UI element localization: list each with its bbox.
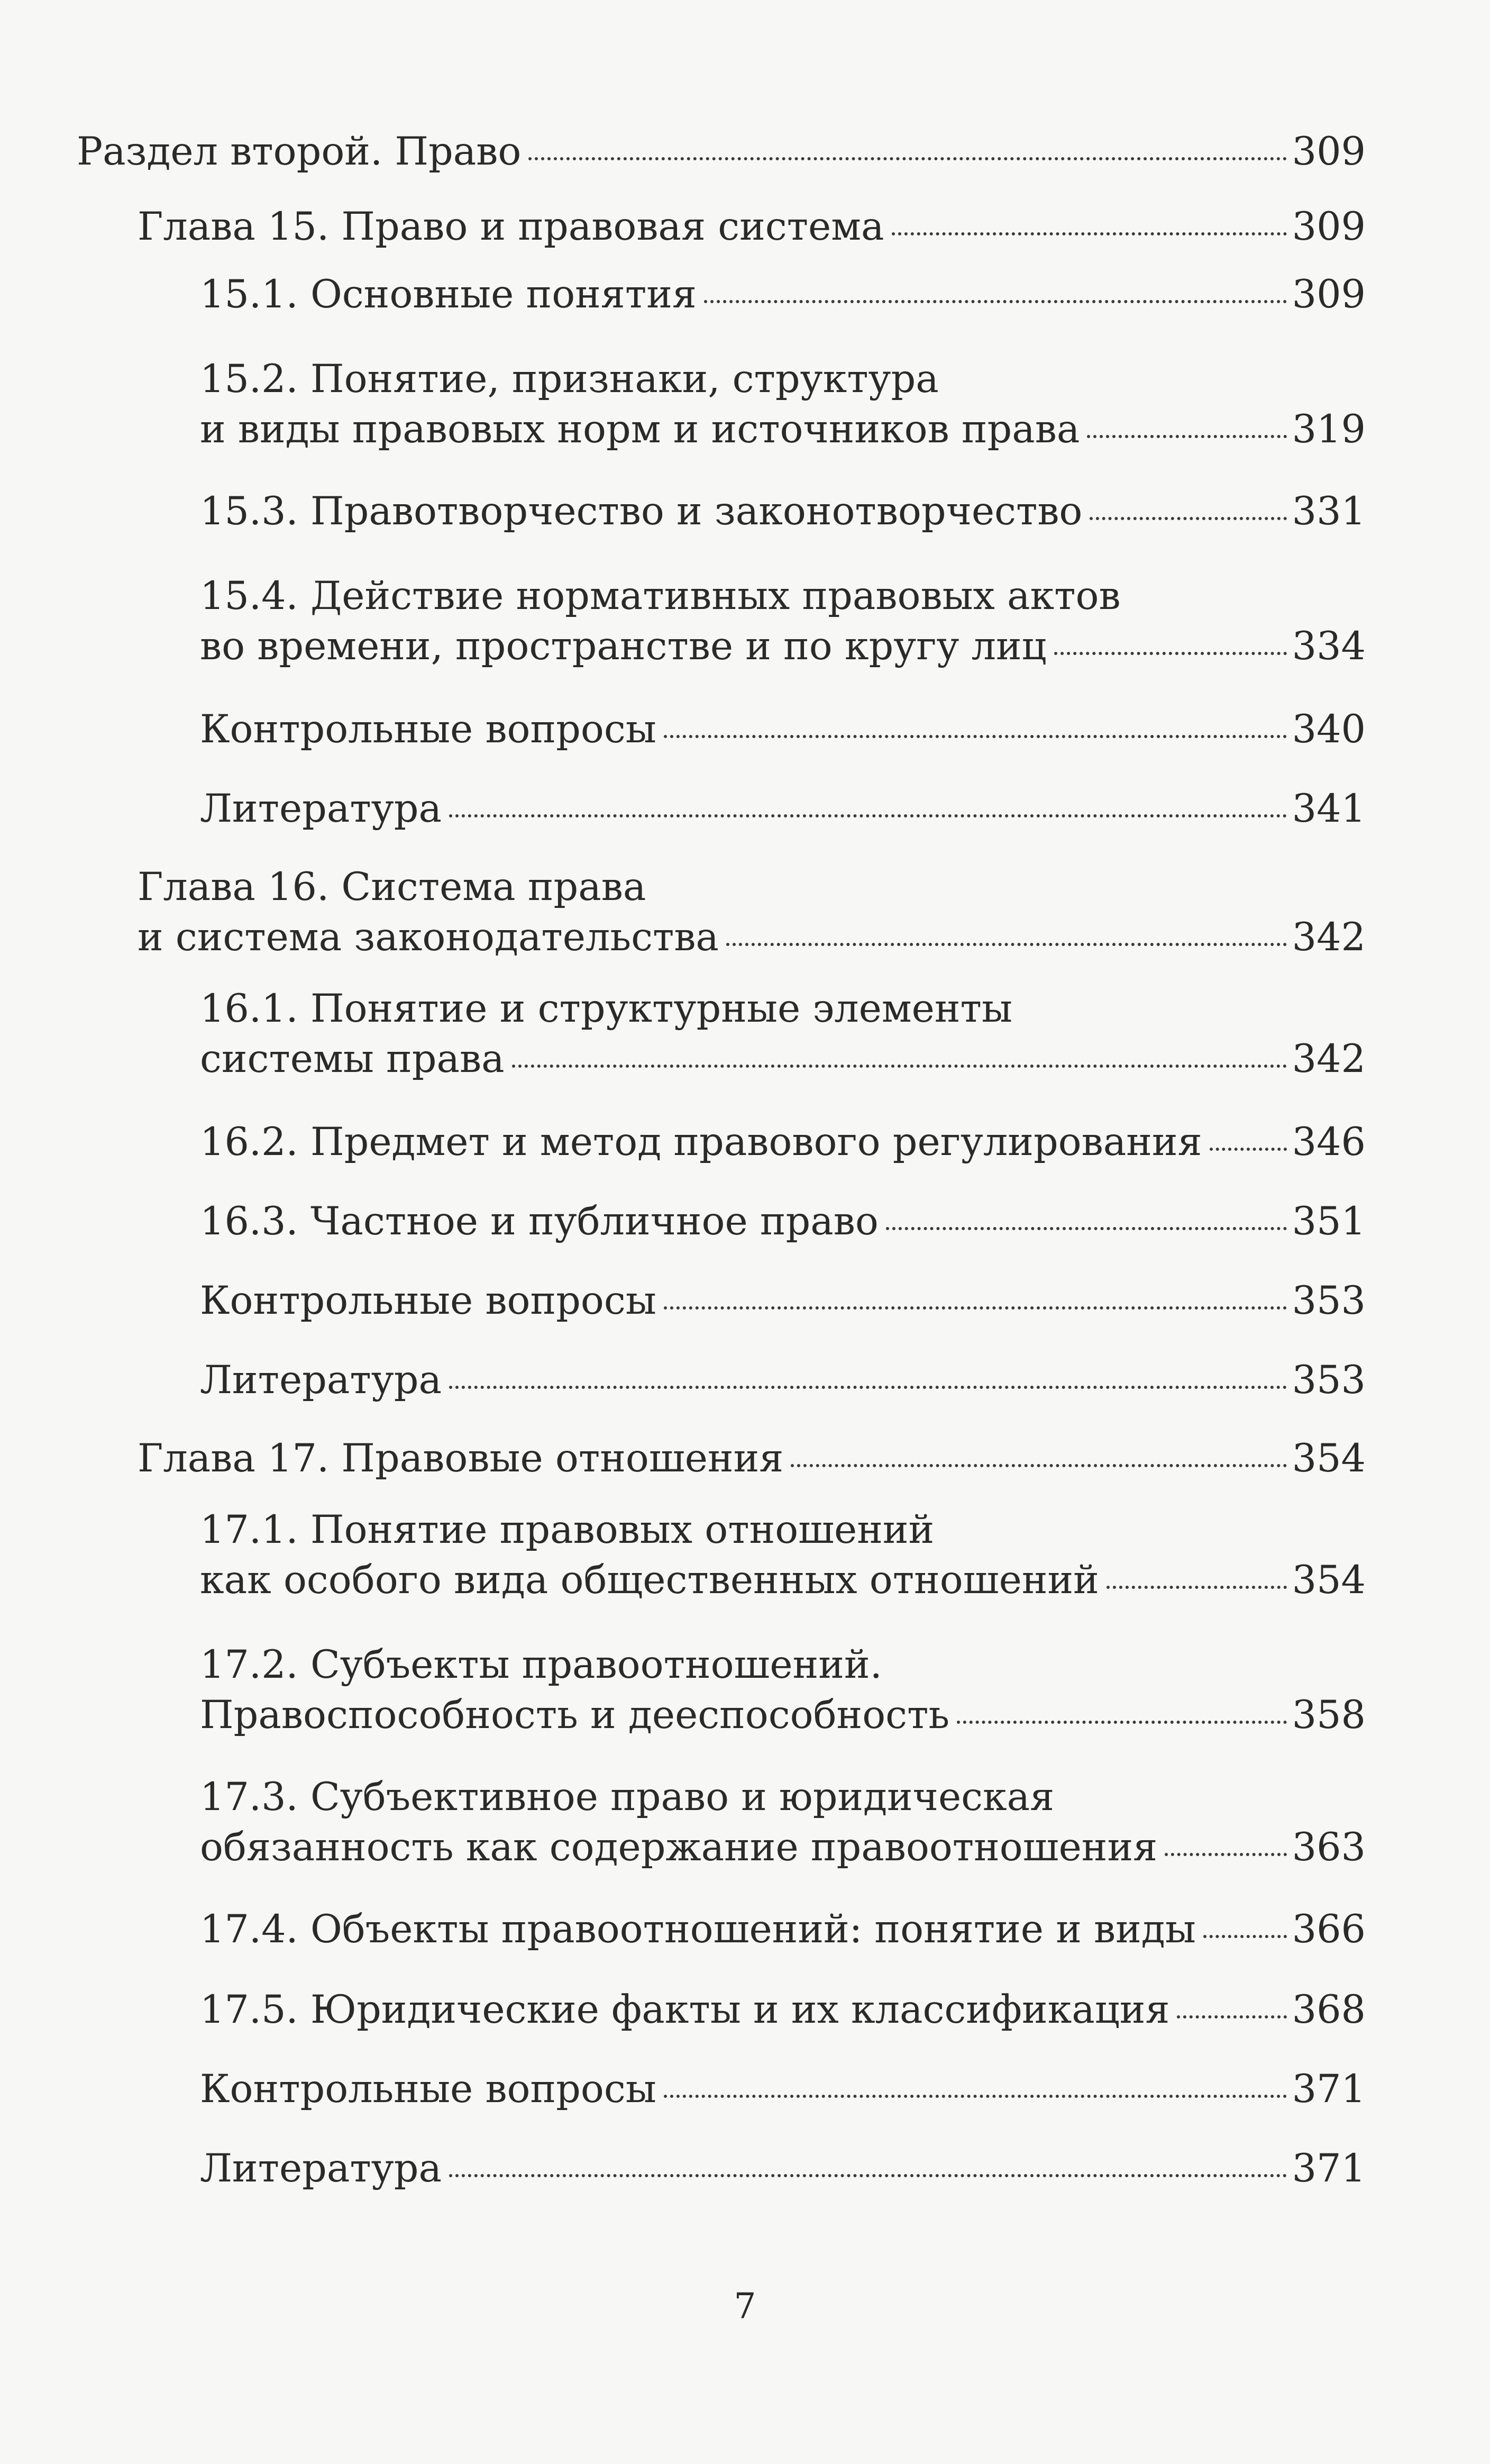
toc-entry-title-line1: 17.2. Субъекты правоотношений. — [200, 1642, 882, 1687]
toc-entry-page: 346 — [1292, 1120, 1366, 1165]
dot-leader — [1090, 517, 1286, 520]
toc-entry-15-1 — [200, 270, 1366, 320]
toc-entry-page: 354 — [1292, 1436, 1366, 1481]
dot-leader — [1107, 1586, 1287, 1589]
dot-leader — [1054, 652, 1287, 655]
toc-entry-title: Контрольные вопросы — [200, 1278, 656, 1323]
dot-leader — [512, 1065, 1287, 1068]
toc-entry-title: 16.3. Частное и публичное право — [200, 1199, 879, 1244]
toc-entry-page: 309 — [1292, 272, 1366, 317]
dot-leader — [664, 1306, 1287, 1310]
toc-entry-page: 319 — [1292, 406, 1366, 452]
toc-entry-page: 341 — [1292, 786, 1366, 831]
dot-leader — [1177, 2015, 1286, 2019]
toc-entry-title: во времени, пространстве и по кругу лиц — [200, 623, 1047, 669]
toc-entry-page: 358 — [1292, 1692, 1366, 1738]
toc-entry-page: 351 — [1292, 1199, 1366, 1244]
dot-leader — [791, 1464, 1286, 1467]
dot-leader — [892, 232, 1287, 235]
toc-entry-15-2 — [200, 354, 1366, 455]
toc-entry-title: как особого вида общественных отношений — [200, 1557, 1099, 1603]
toc-entry-16-1 — [200, 984, 1366, 1085]
toc-entry-title: Глава 15. Право и правовая система — [138, 204, 884, 249]
toc-entry-title: 15.1. Основные понятия — [200, 272, 697, 317]
toc-entry-title-line1: 15.2. Понятие, признаки, структура — [200, 357, 939, 402]
toc-entry-15-questions — [200, 705, 1366, 755]
toc-entry-page: 334 — [1292, 623, 1366, 669]
dot-leader — [449, 814, 1287, 817]
dot-leader — [1203, 1935, 1287, 1938]
toc-entry-title: Правоспособность и дееспособность — [200, 1692, 950, 1738]
toc-entry-title: Контрольные вопросы — [200, 707, 656, 752]
toc-entry-page: 342 — [1292, 1036, 1366, 1081]
dot-leader — [886, 1227, 1287, 1230]
toc-entry-page: 363 — [1292, 1824, 1366, 1870]
toc-entry-16-questions — [200, 1276, 1366, 1326]
dot-leader — [1210, 1148, 1287, 1151]
dot-leader — [664, 2095, 1287, 2098]
dot-leader — [664, 735, 1287, 738]
toc-entry-title: системы права — [200, 1036, 505, 1081]
dot-leader — [449, 1386, 1287, 1389]
toc-entry-title: 16.2. Предмет и метод правового регулирования — [200, 1120, 1202, 1165]
page-number: 7 — [734, 2286, 756, 2326]
toc-entry-title: обязанность как содержание правоотношения — [200, 1824, 1158, 1870]
toc-entry-page: 340 — [1292, 707, 1366, 752]
toc-entry-title-line1: 17.3. Субъективное право и юридическая — [200, 1775, 1055, 1820]
toc-entry-chapter-15 — [138, 202, 1366, 252]
toc-entry-15-literature — [200, 784, 1366, 834]
toc-entry-17-5 — [200, 1985, 1366, 2035]
dot-leader — [528, 157, 1286, 160]
dot-leader — [449, 2174, 1287, 2177]
toc-entry-page: 371 — [1292, 2067, 1366, 2112]
toc-entry-title: Литература — [200, 2146, 442, 2191]
toc-entry-title: Глава 17. Правовые отношения — [138, 1436, 784, 1481]
toc-entry-page: 366 — [1292, 1907, 1366, 1952]
dot-leader — [704, 300, 1287, 303]
toc-entry-title: 17.5. Юридические факты и их классификация — [200, 1987, 1170, 2032]
toc-entry-page: 371 — [1292, 2146, 1366, 2191]
toc-entry-section-2 — [77, 127, 1366, 177]
toc-entry-chapter-16 — [138, 862, 1366, 963]
toc-entry-title: и система законодательства — [138, 914, 719, 960]
dot-leader — [957, 1721, 1287, 1724]
toc-entry-16-3 — [200, 1197, 1366, 1247]
toc-entry-title-line1: 15.4. Действие нормативных правовых актов — [200, 574, 1121, 619]
dot-leader — [1087, 435, 1286, 438]
toc-entry-page: 353 — [1292, 1278, 1366, 1323]
toc-entry-17-4 — [200, 1905, 1366, 1955]
toc-entry-page: 331 — [1292, 489, 1366, 534]
toc-entry-17-1 — [200, 1505, 1366, 1606]
toc-entry-title: 17.4. Объекты правоотношений: понятие и виды — [200, 1907, 1196, 1952]
dot-leader — [726, 943, 1287, 946]
toc-entry-16-2 — [200, 1117, 1366, 1168]
toc-entry-17-literature — [200, 2144, 1366, 2194]
toc-entry-page: 354 — [1292, 1557, 1366, 1603]
toc-entry-title: Раздел второй. Право — [77, 129, 522, 174]
toc-entry-page: 342 — [1292, 914, 1366, 960]
toc-entry-title: Контрольные вопросы — [200, 2067, 656, 2112]
dot-leader — [1165, 1853, 1286, 1856]
toc-entry-16-literature — [200, 1356, 1366, 1406]
toc-entry-title: 15.3. Правотворчество и законотворчество — [200, 489, 1083, 534]
toc-entry-title: и виды правовых норм и источников права — [200, 406, 1080, 452]
toc-entry-17-questions — [200, 2065, 1366, 2115]
toc-entry-chapter-17 — [138, 1434, 1366, 1484]
toc-entry-page: 309 — [1292, 204, 1366, 249]
toc-entry-title-line1: 16.1. Понятие и структурные элементы — [200, 986, 1012, 1031]
toc-entry-17-3 — [200, 1772, 1366, 1873]
toc-entry-page: 368 — [1292, 1987, 1366, 2032]
toc-entry-title-line1: Глава 16. Система права — [138, 865, 646, 910]
toc-entry-title: Литература — [200, 1358, 442, 1403]
toc-entry-15-4 — [200, 571, 1366, 672]
toc-entry-17-2 — [200, 1640, 1366, 1741]
toc-entry-page: 353 — [1292, 1358, 1366, 1403]
toc-entry-15-3 — [200, 487, 1366, 537]
toc-entry-title-line1: 17.1. Понятие правовых отношений — [200, 1507, 935, 1552]
toc-entry-title: Литература — [200, 786, 442, 831]
toc-entry-page: 309 — [1292, 129, 1366, 174]
